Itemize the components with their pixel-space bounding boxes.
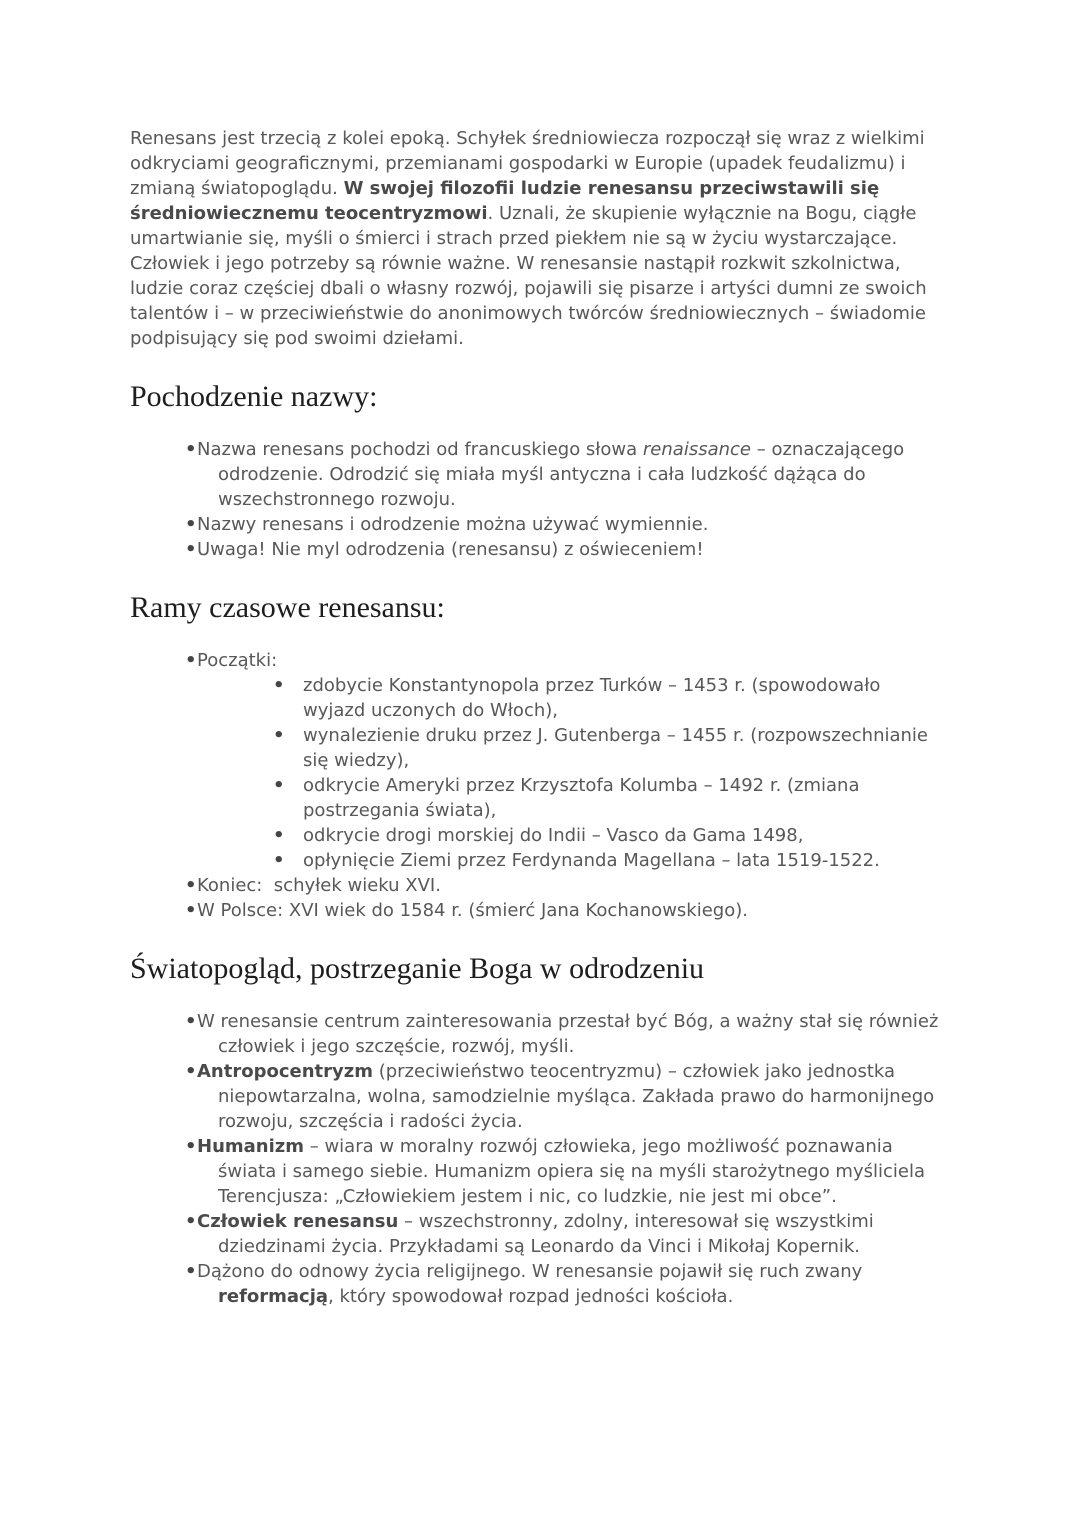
text-segment: Koniec: schyłek wieku XVI. bbox=[197, 875, 441, 896]
text-segment: – wiara w moralny rozwój człowieka, jego możliwość poznawania świata i samego siebie. Humanizm opiera się na myśli starożytnego myśliciela Terencjusza: „Człowiekiem jestem i nic, co ludzkie, nie jest mi obce”. bbox=[218, 1136, 931, 1207]
text-segment: Uwaga! Nie myl odrodzenia (renesansu) z oświeceniem! bbox=[197, 539, 704, 560]
text-segment: Dążono do odnowy życia religijnego. W renesansie pojawił się ruch zwany bbox=[197, 1261, 869, 1282]
intro-paragraph bbox=[130, 126, 945, 351]
text-segment: odkrycie Ameryki przez Krzysztofa Kolumba – 1492 r. (zmiana postrzegania świata), bbox=[303, 775, 866, 821]
sub-bullet-item bbox=[130, 723, 945, 773]
bold-text: Człowiek renesansu bbox=[197, 1211, 399, 1232]
bullet-item bbox=[130, 1209, 945, 1259]
bullet-item bbox=[130, 1009, 945, 1059]
text-segment: W Polsce: XVI wiek do 1584 r. (śmierć Jana Kochanowskiego). bbox=[197, 900, 748, 921]
text-segment: Renesans jest trzecią z kolei epoką. Schyłek średniowiecza rozpoczął się wraz z wielkimi odkryciami geograficznymi, przemianami gospodarki w Europie (upadek feudalizmu) i zmianą światopoglądu. bbox=[130, 128, 931, 199]
list-swiatopoglad bbox=[130, 1009, 945, 1309]
text-segment: Nazwa renesans pochodzi od francuskiego słowa bbox=[197, 439, 643, 460]
sub-bullet-item bbox=[130, 773, 945, 823]
bullet-item bbox=[130, 873, 945, 898]
bullet-item bbox=[130, 1259, 945, 1309]
sub-bullet-item bbox=[130, 848, 945, 873]
text-segment: wynalezienie druku przez J. Gutenberga – 1455 r. (rozpowszechnianie się wiedzy), bbox=[303, 725, 934, 771]
text-segment: opłynięcie Ziemi przez Ferdynanda Magellana – lata 1519-1522. bbox=[303, 850, 880, 871]
bullet-item bbox=[130, 437, 945, 512]
bullet-item bbox=[130, 512, 945, 537]
heading-swiatopoglad: Światopogląd, postrzeganie Boga w odrodzeniu bbox=[130, 952, 705, 985]
text-segment: , który spowodował rozpad jedności kościoła. bbox=[328, 1286, 734, 1307]
text-segment: zdobycie Konstantynopola przez Turków – 1453 r. (spowodowało wyjazd uczonych do Włoch), bbox=[303, 675, 887, 721]
list-ramy-czasowe bbox=[130, 648, 945, 923]
heading-ramy-czasowe: Ramy czasowe renesansu: bbox=[130, 591, 445, 624]
bullet-item bbox=[130, 1134, 945, 1209]
sub-bullet-item bbox=[130, 673, 945, 723]
list-pochodzenie-nazwy bbox=[130, 437, 945, 562]
bullet-item bbox=[130, 537, 945, 562]
italic-text: renaissance bbox=[642, 439, 751, 460]
text-segment: Nazwy renesans i odrodzenie można używać wymiennie. bbox=[197, 514, 709, 535]
text-segment: Początki: bbox=[197, 650, 278, 671]
bullet-item bbox=[130, 898, 945, 923]
text-segment: W renesansie centrum zainteresowania przestał być Bóg, a ważny stał się również człowiek i jego szczęście, rozwój, myśli. bbox=[197, 1011, 945, 1057]
sub-bullet-item bbox=[130, 823, 945, 848]
bullet-item bbox=[130, 1059, 945, 1134]
text-segment: odkrycie drogi morskiej do Indii – Vasco da Gama 1498, bbox=[303, 825, 804, 846]
document-content bbox=[130, 126, 945, 1309]
bold-text: W swojej filozofii ludzie renesansu przeciwstawili się średniowiecznemu teocentryzmowi bbox=[130, 178, 886, 224]
text-segment: – oznaczającego odrodzenie. Odrodzić się miała myśl antyczna i cała ludzkość dążąca do wszechstronnego rozwoju. bbox=[218, 439, 910, 510]
bold-text: Humanizm bbox=[197, 1136, 304, 1157]
heading-pochodzenie-nazwy: Pochodzenie nazwy: bbox=[130, 380, 378, 413]
text-segment: – wszechstronny, zdolny, interesował się wszystkimi dziedzinami życia. Przykładami są Leonardo da Vinci i Mikołaj Kopernik. bbox=[218, 1211, 880, 1257]
bold-text: Antropocentryzm bbox=[197, 1061, 373, 1082]
text-segment: (przeciwieństwo teocentryzmu) – człowiek jako jednostka niepowtarzalna, wolna, samodzielnie myśląca. Zakłada prawo do harmonijnego rozwoju, szczęścia i radości życia. bbox=[218, 1061, 940, 1132]
text-segment: . Uznali, że skupienie wyłącznie na Bogu, ciągłe umartwianie się, myśli o śmierci i strach przed piekłem nie są w życiu wystarczające. Człowiek i jego potrzeby są równie ważne. W renesansie nastąpił rozkwit szkolnictwa, ludzie coraz częściej dbali o własny rozwój, pojawili się pisarze i artyści dumni ze swoich talentów i – w przeciwieństwie do anonimowych twórców średniowiecznych – świadomie podpisujący się pod swoimi dziełami. bbox=[130, 203, 933, 349]
bold-text: reformacją bbox=[218, 1286, 329, 1307]
bullet-item bbox=[130, 648, 945, 673]
